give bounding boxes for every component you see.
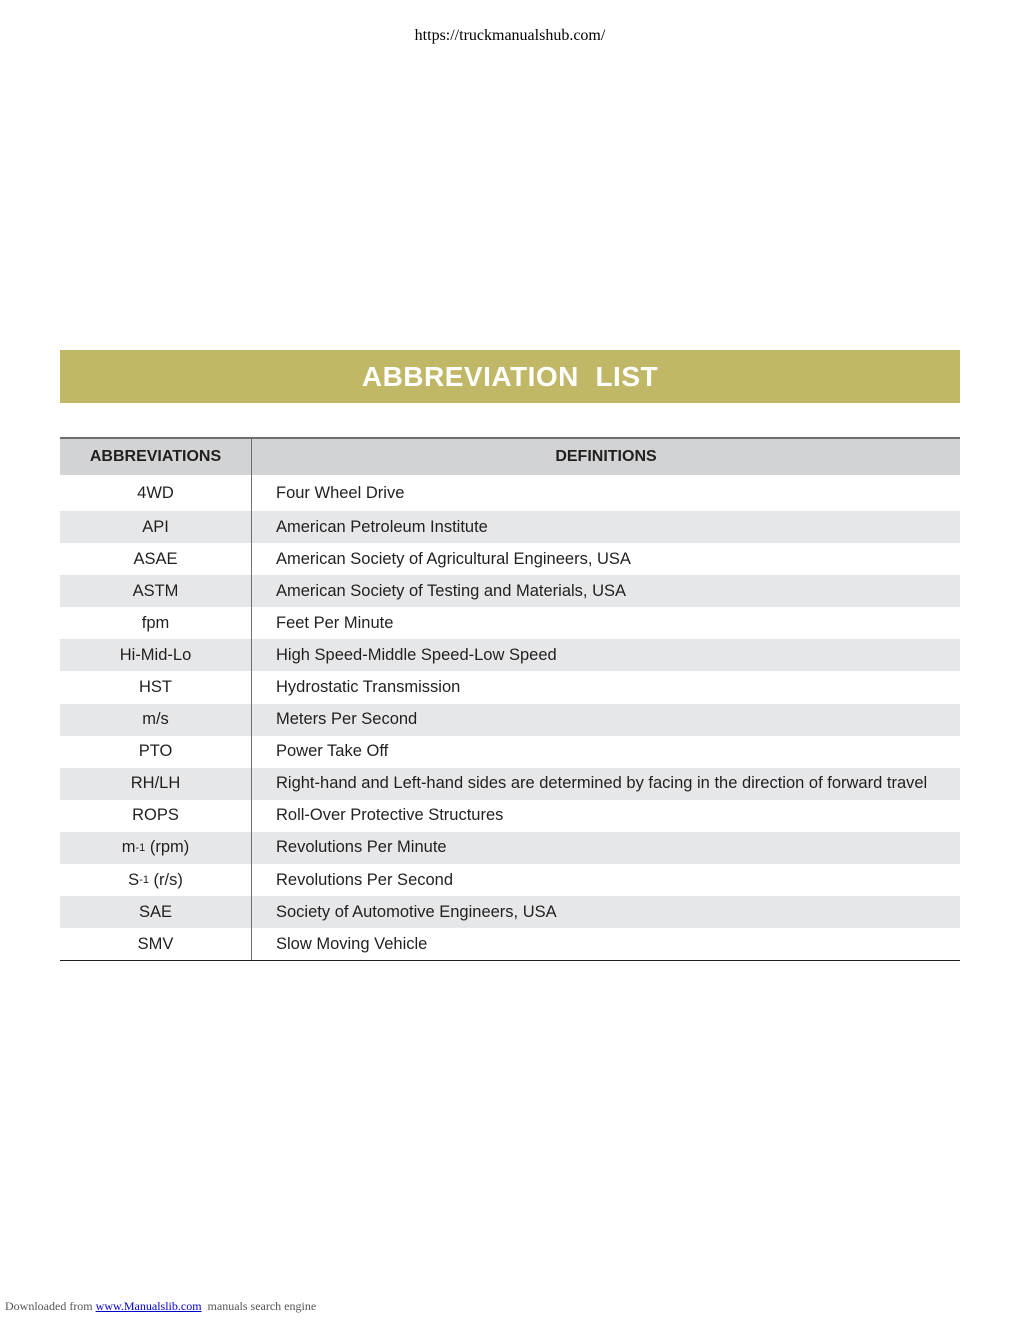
abbreviation-base: m: [121, 838, 136, 857]
definition-cell: Power Take Off: [276, 742, 389, 761]
definition-cell: Roll-Over Protective Structures: [276, 806, 504, 825]
definition-cell: Right-hand and Left-hand sides are determined by facing in the direction of forward travel: [276, 774, 928, 793]
table-row: [60, 800, 960, 832]
definition-cell: Society of Automotive Engineers, USA: [276, 902, 557, 921]
abbreviation-cell: Hi-Mid-Lo: [60, 639, 252, 671]
abbreviation-cell: ASAE: [60, 543, 252, 575]
table-row: [60, 864, 960, 896]
abbreviation-cell: S -1 (r/s): [60, 864, 252, 896]
abbreviation-cell: SAE: [60, 896, 252, 928]
abbreviation-cell: 4WD: [60, 475, 252, 511]
table-row: [60, 768, 960, 800]
table-row: [60, 704, 960, 736]
definition-cell: Revolutions Per Second: [276, 870, 454, 889]
definition-cell: Meters Per Second: [276, 710, 418, 729]
page-title: ABBREVIATION LIST: [361, 360, 659, 392]
table-row: [60, 896, 960, 928]
table-row: [60, 736, 960, 768]
table-row: [60, 511, 960, 543]
footer-prefix: Downloaded from: [5, 1299, 96, 1313]
title-banner: [60, 350, 960, 403]
table-row: [60, 475, 960, 511]
table-row: [60, 928, 960, 960]
abbreviation-cell: API: [60, 511, 252, 543]
definition-cell: American Society of Testing and Materials, USA: [276, 581, 627, 600]
abbreviation-cell: PTO: [60, 736, 252, 768]
abbreviation-cell: SMV: [60, 928, 252, 960]
abbreviation-table: [60, 437, 960, 961]
abbreviation-base: S: [128, 870, 140, 889]
abbreviation-cell: RH/LH: [60, 768, 252, 800]
abbreviation-cell: ASTM: [60, 575, 252, 607]
table-row: [60, 832, 960, 864]
table-row: [60, 639, 960, 671]
manualslib-link[interactable]: www.Manualslib.com: [95, 1299, 202, 1313]
abbreviation-cell: m -1 (rpm): [60, 832, 252, 864]
definition-cell: American Petroleum Institute: [276, 517, 488, 536]
header-url: https://truckmanualshub.com/: [414, 27, 606, 44]
table-row: [60, 607, 960, 639]
table-row: [60, 575, 960, 607]
abbreviation-cell: m/s: [60, 704, 252, 736]
abbreviation-suffix: (r/s): [148, 870, 183, 889]
abbreviation-cell: ROPS: [60, 800, 252, 832]
definition-cell: High Speed-Middle Speed-Low Speed: [276, 645, 557, 664]
header-definitions: DEFINITIONS: [555, 448, 657, 465]
definition-cell: Slow Moving Vehicle: [276, 934, 428, 953]
table-row: [60, 543, 960, 575]
header-abbreviations: ABBREVIATIONS: [60, 439, 252, 475]
footer: [5, 1299, 316, 1314]
definition-cell: Revolutions Per Minute: [276, 838, 447, 857]
definition-cell: American Society of Agricultural Engineers, USA: [276, 549, 631, 568]
abbreviation-cell: fpm: [60, 607, 252, 639]
definition-cell: Hydrostatic Transmission: [276, 678, 461, 697]
table-header: [60, 439, 960, 475]
abbreviation-suffix: (rpm): [145, 838, 190, 857]
abbreviation-cell: HST: [60, 671, 252, 703]
footer-suffix: manuals search engine: [201, 1299, 317, 1313]
definition-cell: Four Wheel Drive: [276, 483, 405, 502]
definition-cell: Feet Per Minute: [276, 613, 394, 632]
table-row: [60, 671, 960, 703]
